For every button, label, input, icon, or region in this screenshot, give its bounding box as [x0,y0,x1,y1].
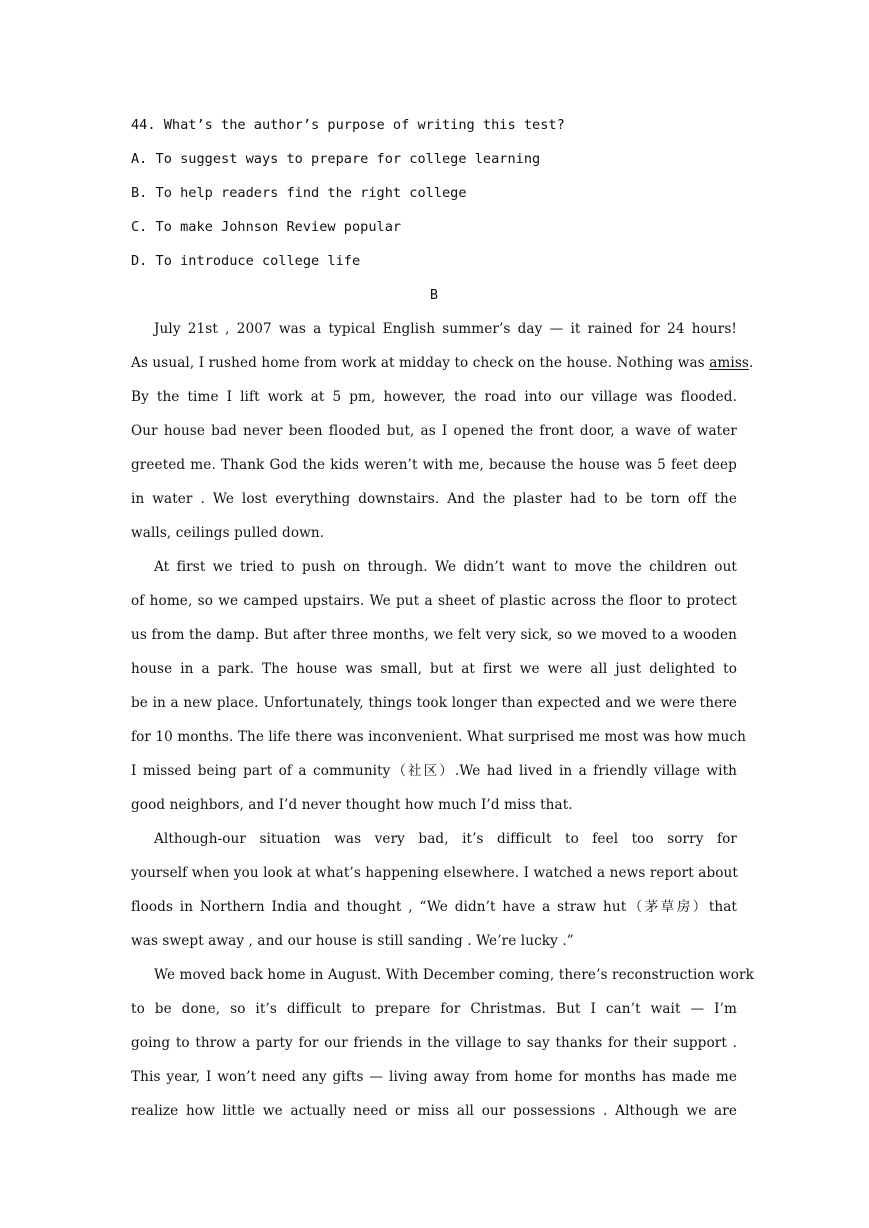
underlined-word: amiss [709,355,749,371]
paragraph-line: us from the damp. But after three months, we felt very sick, so we moved to a wooden [131,627,737,643]
paragraph-line: Although-our situation was very bad, it’s difficult to feel too sorry for [154,831,737,847]
option-b: B. To help readers find the right college [131,185,467,201]
line-text: As usual, I rushed home from work at midday to check on the house. Nothing was [131,355,710,371]
paragraph-line: yourself when you look at what’s happening elsewhere. I watched a news report about [131,865,738,881]
paragraph-3 [131,822,737,958]
option-c: C. To make Johnson Review popular [131,219,402,235]
paragraph-line: of home, so we camped upstairs. We put a sheet of plastic across the floor to protect [131,593,737,609]
paragraph-line: to be done, so it’s difficult to prepare for Christmas. But I can’t wait — I’m [131,1001,737,1017]
paragraph-line: realize how little we actually need or miss all our possessions . Although we are [131,1103,737,1119]
line-text: . [748,355,754,371]
paragraph-line: be in a new place. Unfortunately, things took longer than expected and we were there [131,695,737,711]
paragraph-line: By the time I lift work at 5 pm, however, the road into our village was flooded. [131,389,737,405]
paragraph-line: greeted me. Thank God the kids weren’t with me, because the house was 5 feet deep [131,457,737,473]
paragraph-line: I missed being part of a community（社区）.We had lived in a friendly village with [131,763,737,779]
paragraph-line: was swept away , and our house is still sanding . We’re lucky .” [131,933,574,949]
paragraph-line: July 21st , 2007 was a typical English summer’s day — it rained for 24 hours! [154,321,737,337]
paragraph-line: This year, I won’t need any gifts — living away from home for months has made me [131,1069,737,1085]
paragraph-line: floods in Northern India and thought , “We didn’t have a straw hut（茅草房）that [131,899,737,915]
section-title: B [429,287,439,303]
question-title: 44. What’s the author’s purpose of writing this test? [131,117,565,133]
paragraph-line: house in a park. The house was small, but at first we were all just delighted to [131,661,737,677]
option-d: D. To introduce college life [131,253,361,269]
paragraph-line: We moved back home in August. With December coming, there’s reconstruction work [154,967,754,983]
paragraph-line: At first we tried to push on through. We didn’t want to move the children out [154,559,737,575]
option-a: A. To suggest ways to prepare for college learning [131,151,541,167]
paragraph-line: good neighbors, and I’d never thought how much I’d miss that. [131,797,573,813]
paragraph-2 [131,550,746,822]
paragraph-line: Our house bad never been flooded but, as I opened the front door, a wave of water [131,423,737,439]
paragraph-line [131,346,754,380]
document-page [131,108,754,1128]
paragraph-line: walls, ceilings pulled down. [131,525,325,541]
paragraph-line: for 10 months. The life there was inconvenient. What surprised me most was how much [131,729,746,745]
paragraph-4 [131,958,754,1128]
paragraph-line: going to throw a party for our friends in the village to say thanks for their support . [131,1035,737,1051]
paragraph-1 [131,312,754,550]
paragraph-line: in water . We lost everything downstairs. And the plaster had to be torn off the [131,491,737,507]
